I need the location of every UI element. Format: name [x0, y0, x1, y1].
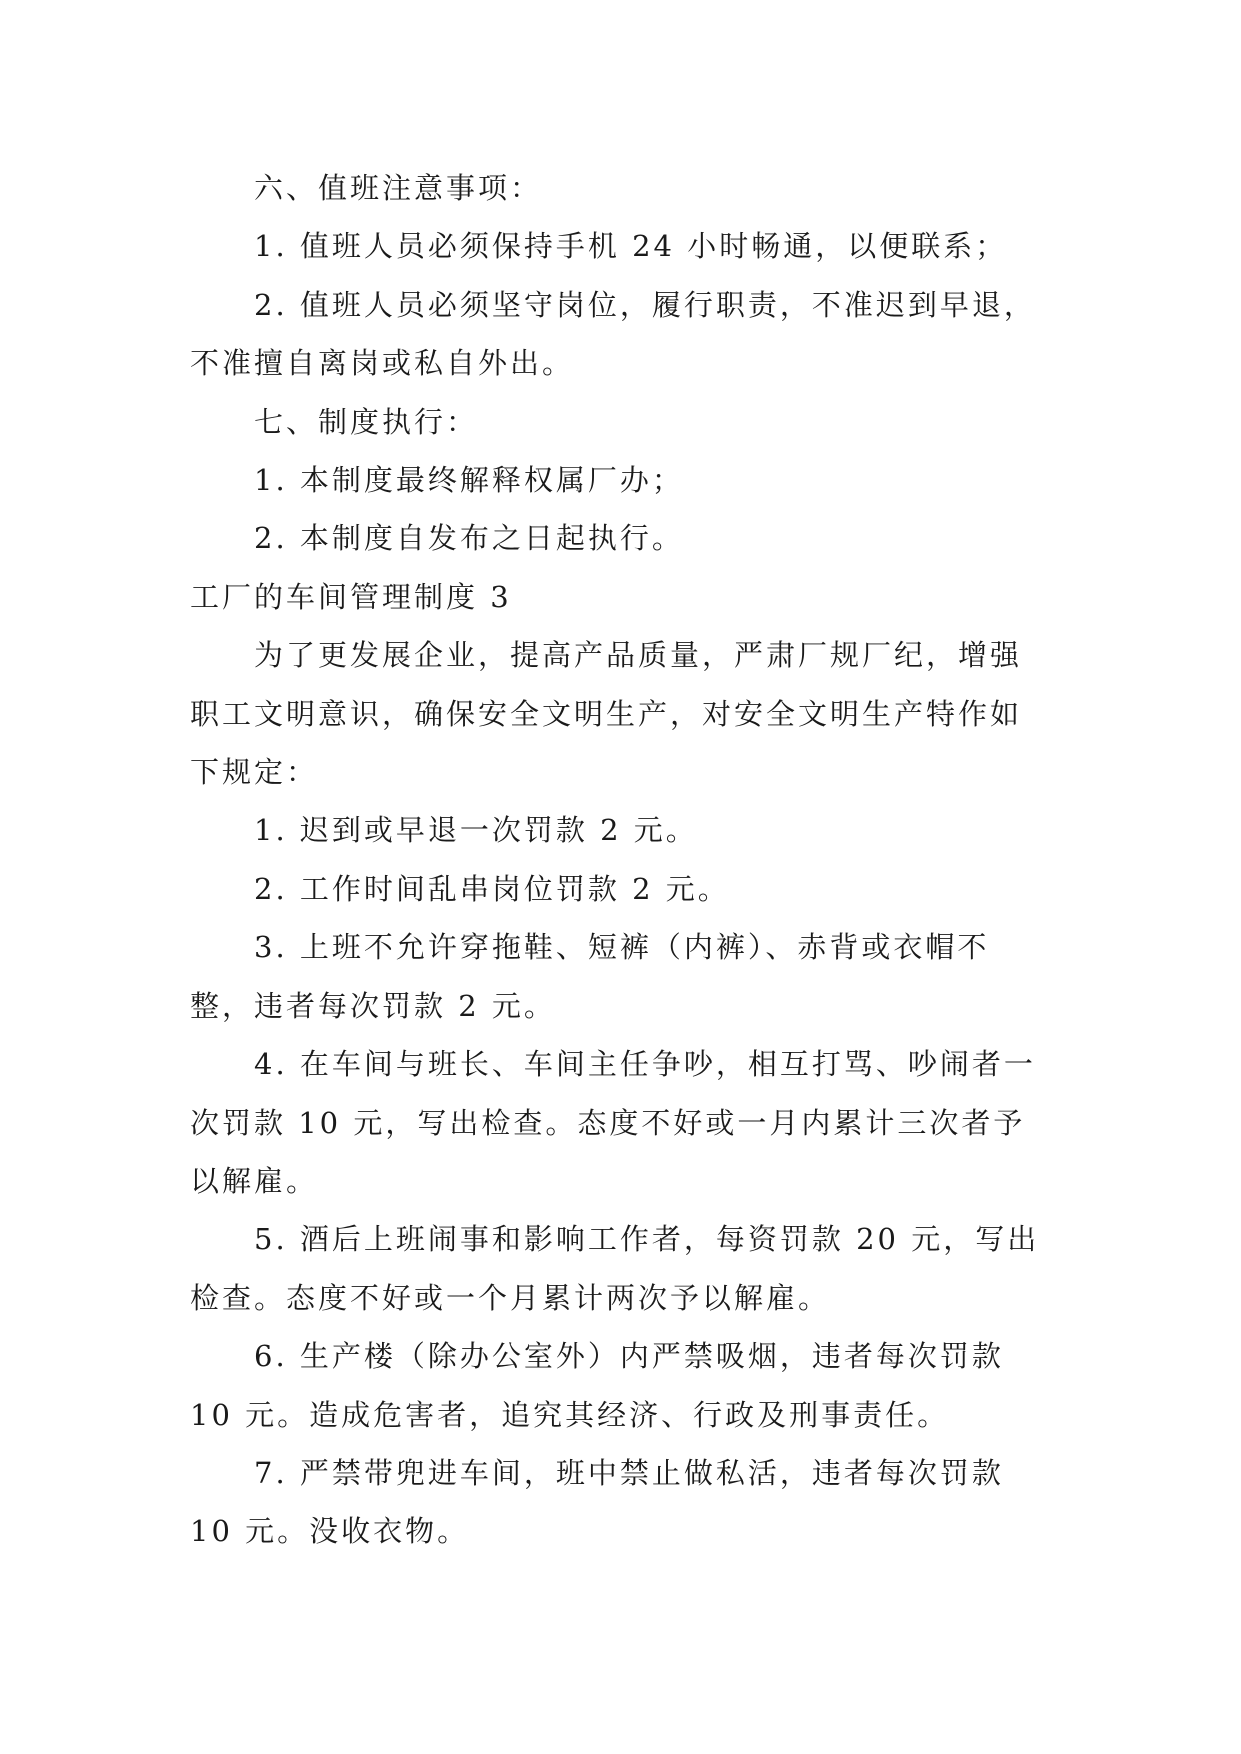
paragraph: 5. 酒后上班闹事和影响工作者，每资罚款 20 元，写出检查。态度不好或一个月累计两次予以解雇。: [190, 1222, 1040, 1315]
paragraph: 6. 生产楼（除办公室外）内严禁吸烟，违者每次罚款 10 元。造成危害者，追究其经济、行政及刑事责任。: [190, 1339, 1004, 1432]
paragraph: 2. 值班人员必须坚守岗位，履行职责，不准迟到早退，不准擅自离岗或私自外出。: [190, 287, 1036, 381]
paragraph: 2. 工作时间乱串岗位罚款 2 元。: [254, 871, 730, 906]
section-heading-duty-notes: 六、值班注意事项：: [254, 171, 543, 205]
paragraph: 为了更发展企业，提高产品质量，严肃厂规厂纪，增强职工文明意识，确保安全文明生产，对安全文明生产特作如下规定：: [190, 638, 1023, 790]
paragraph: 2. 本制度自发布之日起执行。: [254, 521, 684, 556]
document-body: [190, 159, 1050, 1561]
paragraph: 1. 本制度最终解释权属厂办；: [254, 463, 684, 498]
paragraph: 4. 在车间与班长、车间主任争吵，相互打骂、吵闹者一次罚款 10 元，写出检查。态度不好或一月内累计三次者予以解雇。: [190, 1047, 1036, 1198]
paragraph: 1. 迟到或早退一次罚款 2 元。: [254, 813, 698, 848]
paragraph: 1. 值班人员必须保持手机 24 小时畅通，以便联系；: [254, 229, 1008, 264]
section-heading-execution: 七、制度执行：: [254, 404, 479, 439]
paragraph: 3. 上班不允许穿拖鞋、短裤（内裤）、赤背或衣帽不整，违者每次罚款 2 元。: [190, 930, 990, 1023]
paragraph: 7. 严禁带兜进车间，班中禁止做私活，违者每次罚款 10 元。没收衣物。: [190, 1455, 1004, 1549]
document-title: 工厂的车间管理制度 3: [190, 579, 512, 614]
